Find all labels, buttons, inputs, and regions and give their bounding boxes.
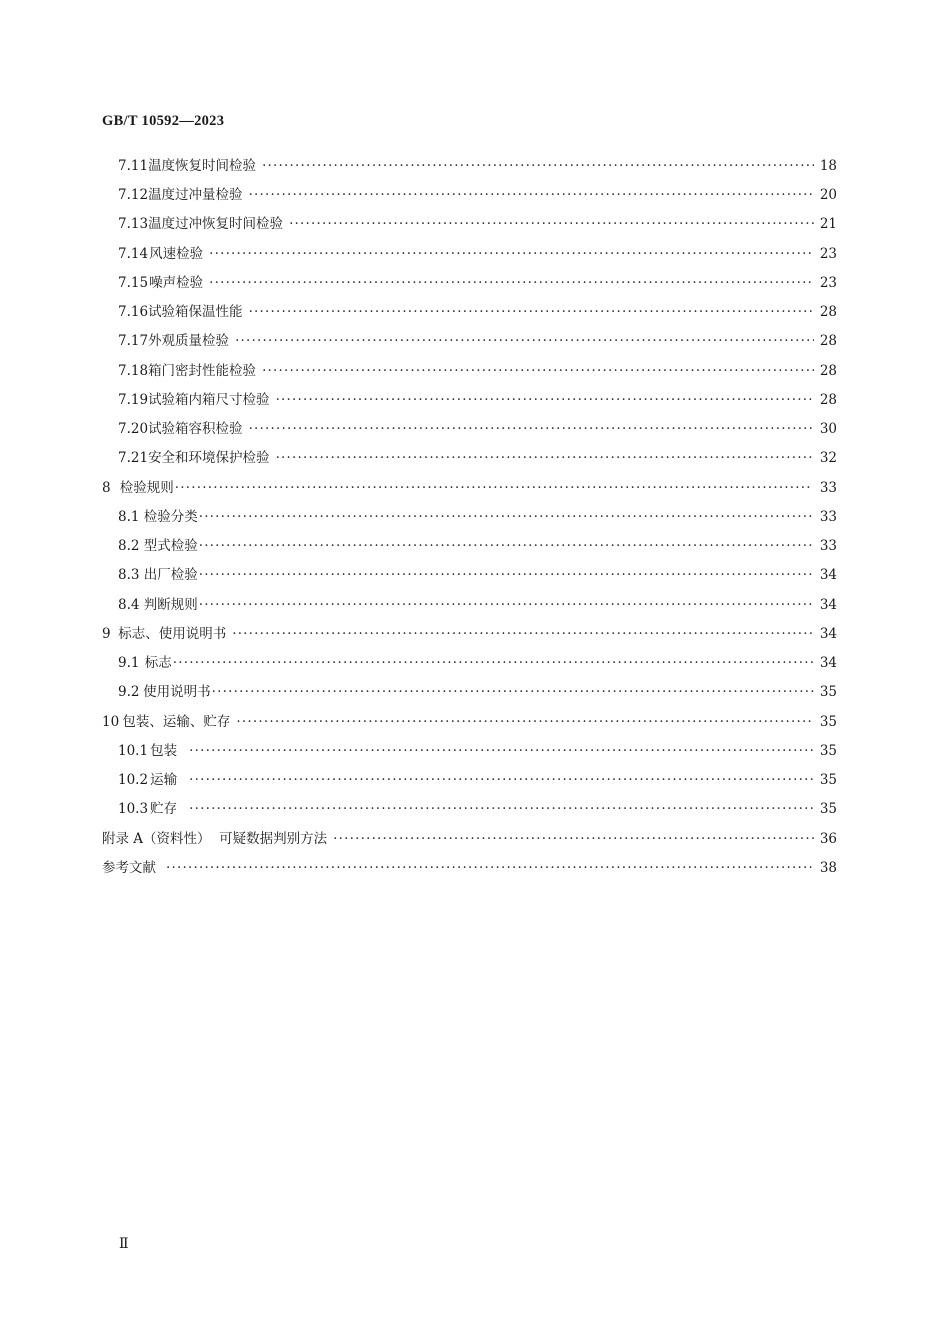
toc-leader-dots <box>199 506 814 528</box>
toc-entry-page: 35 <box>819 772 837 788</box>
toc-entry-bibliography[interactable] <box>102 857 837 879</box>
toc-entry-number: 8.2 <box>118 538 140 554</box>
toc-entry-title: 检验分类 <box>143 509 198 525</box>
toc-entry-page: 21 <box>819 216 837 232</box>
toc-entry-number: 9.2 <box>118 684 140 700</box>
toc-entry-10-2[interactable] <box>118 769 837 791</box>
toc-entry-title: 安全和环境保护检验 <box>148 450 270 466</box>
toc-entry-title: 风速检验 <box>149 246 204 262</box>
toc-entry-number: 7.15 <box>118 275 149 291</box>
toc-entry-page: 23 <box>819 246 837 262</box>
toc-entry-8-1[interactable] <box>118 506 837 528</box>
toc-entry-annex-a[interactable] <box>102 828 837 850</box>
toc-leader-dots <box>189 769 814 791</box>
toc-entry-title: 使用说明书 <box>143 684 211 700</box>
toc-entry-title: 贮存 <box>150 801 178 817</box>
toc-entry-page: 35 <box>819 801 837 817</box>
toc-entry-page: 23 <box>819 275 837 291</box>
standard-code: GB/T 10592—2023 <box>102 113 225 129</box>
toc-entry-page: 33 <box>819 509 837 525</box>
toc-entry-8-3[interactable] <box>118 564 837 586</box>
toc-entry-page: 35 <box>819 714 837 730</box>
toc-entry-number: 7.11 <box>118 158 149 174</box>
toc-leader-dots <box>262 360 814 382</box>
toc-entry-page: 36 <box>819 831 837 847</box>
toc-entry-number: 7.18 <box>118 363 149 379</box>
toc-entry-10-1[interactable] <box>118 740 837 762</box>
toc-entry-number: 10.2 <box>118 772 149 788</box>
toc-leader-dots <box>199 594 814 616</box>
toc-entry-title: 温度恢复时间检验 <box>148 158 257 174</box>
toc-entry-number: 7.20 <box>118 421 149 437</box>
toc-leader-dots <box>173 652 813 674</box>
toc-entry-7-11[interactable] <box>118 155 837 177</box>
toc-leader-dots <box>189 798 814 820</box>
toc-leader-dots <box>189 740 814 762</box>
toc-entry-number: 8.3 <box>118 567 140 583</box>
toc-entry-number: 8.4 <box>118 597 140 613</box>
toc-leader-dots <box>235 330 814 352</box>
toc-entry-7-16[interactable] <box>118 301 837 323</box>
toc-entry-8[interactable] <box>102 477 837 499</box>
toc-entry-number: 10.1 <box>118 743 149 759</box>
toc-entry-page: 34 <box>819 626 837 642</box>
toc-leader-dots <box>249 418 814 440</box>
toc-entry-7-13[interactable] <box>118 213 837 235</box>
toc-entry-page: 38 <box>819 860 837 876</box>
toc-entry-page: 20 <box>819 187 837 203</box>
toc-leader-dots <box>175 477 813 499</box>
toc-entry-7-18[interactable] <box>118 360 837 382</box>
toc-entry-title: 试验箱容积检验 <box>148 421 243 437</box>
toc-entry-page: 28 <box>819 363 837 379</box>
toc-leader-dots <box>249 184 814 206</box>
toc-entry-number: 7.12 <box>118 187 149 203</box>
toc-leader-dots <box>236 711 813 733</box>
toc-leader-dots <box>212 681 814 703</box>
toc-entry-8-4[interactable] <box>118 594 837 616</box>
toc-entry-title: 型式检验 <box>143 538 198 554</box>
toc-entry-9-2[interactable] <box>118 681 837 703</box>
toc-leader-dots <box>249 301 814 323</box>
toc-leader-dots <box>276 447 814 469</box>
toc-entry-7-21[interactable] <box>118 447 837 469</box>
toc-entry-title: 运输 <box>150 772 178 788</box>
toc-entry-title: 包装 <box>150 743 178 759</box>
toc-entry-9[interactable] <box>102 623 837 645</box>
toc-entry-7-14[interactable] <box>118 243 837 265</box>
toc-entry-title: 温度过冲量检验 <box>148 187 243 203</box>
toc-entry-8-2[interactable] <box>118 535 837 557</box>
toc-entry-title: 标志 <box>144 655 172 671</box>
toc-entry-number: 7.21 <box>118 450 149 466</box>
toc-leader-dots <box>199 564 814 586</box>
toc-entry-page: 33 <box>819 480 837 496</box>
toc-entry-number: 7.13 <box>118 216 149 232</box>
toc-entry-number: 10 <box>102 714 120 730</box>
toc-entry-page: 34 <box>819 597 837 613</box>
toc-entry-title: 附录 A（资料性） 可疑数据判别方法 <box>102 831 328 847</box>
toc-entry-title: 出厂检验 <box>143 567 198 583</box>
toc-entry-number: 9 <box>102 626 111 642</box>
toc-entry-title: 噪声检验 <box>149 275 204 291</box>
toc-entry-10-3[interactable] <box>118 798 837 820</box>
toc-entry-page: 28 <box>819 392 837 408</box>
toc-leader-dots <box>276 389 814 411</box>
toc-entry-title: 试验箱保温性能 <box>148 304 243 320</box>
toc-entry-number: 10.3 <box>118 801 149 817</box>
toc-entry-7-20[interactable] <box>118 418 837 440</box>
toc-leader-dots <box>199 535 814 557</box>
toc-entry-title: 判断规则 <box>143 597 198 613</box>
toc-leader-dots <box>209 272 814 294</box>
toc-entry-title: 检验规则 <box>119 480 174 496</box>
toc-entry-title: 外观质量检验 <box>148 333 230 349</box>
toc-leader-dots <box>289 213 814 235</box>
toc-entry-7-12[interactable] <box>118 184 837 206</box>
toc-entry-10[interactable] <box>102 711 837 733</box>
toc-entry-page: 32 <box>819 450 837 466</box>
toc-entry-page: 33 <box>819 538 837 554</box>
toc-entry-number: 8.1 <box>118 509 140 525</box>
toc-leader-dots <box>333 828 814 850</box>
toc-entry-7-15[interactable] <box>118 272 837 294</box>
toc-entry-number: 7.19 <box>118 392 149 408</box>
toc-entry-page: 34 <box>819 655 837 671</box>
toc-entry-number: 7.14 <box>118 246 149 262</box>
toc-entry-title: 温度过冲恢复时间检验 <box>148 216 284 232</box>
toc-entry-7-19[interactable] <box>118 389 837 411</box>
toc-leader-dots <box>262 155 814 177</box>
toc-entry-title: 包装、运输、贮存 <box>122 714 231 730</box>
toc-entry-page: 34 <box>819 567 837 583</box>
toc-entry-page: 28 <box>819 333 837 349</box>
toc-leader-dots <box>209 243 814 265</box>
toc-entry-page: 35 <box>819 743 837 759</box>
page-number: Ⅱ <box>119 1236 129 1252</box>
toc-entry-number: 9.1 <box>118 655 140 671</box>
toc-entry-title: 试验箱内箱尺寸检验 <box>148 392 270 408</box>
toc-entry-page: 28 <box>819 304 837 320</box>
toc-leader-dots <box>232 623 814 645</box>
toc-entry-7-17[interactable] <box>118 330 837 352</box>
toc-entry-number: 7.17 <box>118 333 149 349</box>
toc-entry-number: 8 <box>102 480 111 496</box>
toc-entry-title: 参考文献 <box>102 860 156 876</box>
toc-entry-9-1[interactable] <box>118 652 837 674</box>
toc-entry-title: 箱门密封性能检验 <box>148 363 257 379</box>
toc-entry-number: 7.16 <box>118 304 149 320</box>
toc-entry-page: 30 <box>819 421 837 437</box>
toc-entry-page: 35 <box>819 684 837 700</box>
toc-leader-dots <box>166 857 813 879</box>
toc-entry-title: 标志、使用说明书 <box>118 626 227 642</box>
toc-entry-page: 18 <box>819 158 837 174</box>
